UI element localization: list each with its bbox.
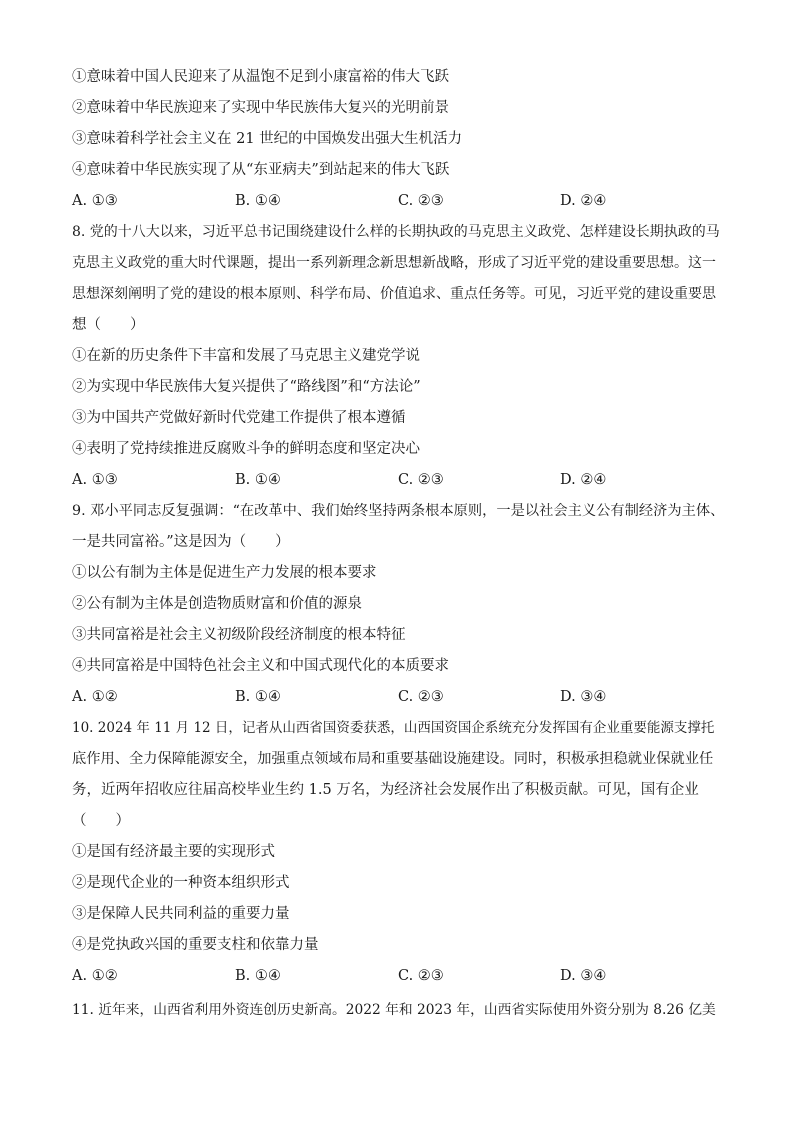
- q7-option-d[interactable]: D. ②④: [560, 193, 607, 209]
- q7-item-3: ③意味着科学社会主义在 21 世纪的中国焕发出强大生机活力: [72, 131, 463, 147]
- q8-item-1: ①在新的历史条件下丰富和发展了马克思主义建党学说: [72, 348, 420, 364]
- q8-option-d[interactable]: D. ②④: [560, 472, 607, 488]
- q8-stem-line-3: 思想深刻阐明了党的建设的根本原则、科学布局、价值追求、重点任务等。可见，习近平党的建设重要思: [72, 286, 716, 302]
- q7-option-a[interactable]: A. ①③: [72, 193, 118, 209]
- q7-item-2: ②意味着中华民族迎来了实现中华民族伟大复兴的光明前景: [72, 100, 449, 116]
- q8-item-4: ④表明了党持续推进反腐败斗争的鲜明态度和坚定决心: [72, 441, 420, 457]
- q9-option-d[interactable]: D. ③④: [560, 689, 607, 705]
- q8-option-a[interactable]: A. ①③: [72, 472, 118, 488]
- q8-stem-line-4: 想（ ）: [72, 317, 145, 333]
- q10-option-a[interactable]: A. ①②: [72, 968, 118, 984]
- q10-item-4: ④是党执政兴国的重要支柱和依靠力量: [72, 937, 319, 953]
- q10-item-3: ③是保障人民共同利益的重要力量: [72, 906, 290, 922]
- q9-stem-line-2: 一是共同富裕。”这是因为（ ）: [72, 534, 290, 550]
- q10-stem-line-1: 10. 2024 年 11 月 12 日，记者从山西省国资委获悉，山西国资国企系统充分发挥国有企业重要能源支撑托: [72, 720, 715, 736]
- q9-item-3: ③共同富裕是社会主义初级阶段经济制度的根本特征: [72, 627, 406, 643]
- q7-option-c[interactable]: C. ②③: [398, 193, 444, 209]
- q9-item-2: ②公有制为主体是创造物质财富和价值的源泉: [72, 596, 362, 612]
- q10-stem-line-3: 务，近两年招收应往届高校毕业生约 1.5 万名，为经济社会发展作出了积极贡献。可见，国有企业: [72, 782, 699, 798]
- q9-item-4: ④共同富裕是中国特色社会主义和中国式现代化的本质要求: [72, 658, 449, 674]
- q10-options: [72, 966, 724, 986]
- q10-item-2: ②是现代企业的一种资本组织形式: [72, 875, 290, 891]
- q7-item-1: ①意味着中国人民迎来了从温饱不足到小康富裕的伟大飞跃: [72, 69, 449, 85]
- q8-options: [72, 470, 724, 490]
- q8-option-b[interactable]: B. ①④: [235, 472, 281, 488]
- q9-stem-line-1: 9. 邓小平同志反复强调：“在改革中、我们始终坚持两条根本原则，一是以社会主义公有制经济为主体、: [72, 503, 725, 519]
- q10-stem-line-2: 底作用、全力保障能源安全，加强重点领域布局和重要基础设施建设。同时，积极承担稳就业保就业任: [72, 751, 714, 767]
- q10-item-1: ①是国有经济最主要的实现形式: [72, 844, 275, 860]
- q8-option-c[interactable]: C. ②③: [398, 472, 444, 488]
- q9-option-a[interactable]: A. ①②: [72, 689, 118, 705]
- q7-option-b[interactable]: B. ①④: [235, 193, 281, 209]
- q7-options: [72, 191, 724, 211]
- q11-stem-line-1: 11. 近年来，山西省利用外资连创历史新高。2022 年和 2023 年，山西省实际使用外资分别为 8.26 亿美: [72, 1002, 716, 1018]
- q8-stem-line-1: 8. 党的十八大以来，习近平总书记围绕建设什么样的长期执政的马克思主义政党、怎样建设长期执政的马: [72, 224, 720, 240]
- q9-option-c[interactable]: C. ②③: [398, 689, 444, 705]
- q8-stem-line-2: 克思主义政党的重大时代课题，提出一系列新理念新思想新战略，形成了习近平党的建设重要思想。这一: [72, 255, 716, 271]
- q9-option-b[interactable]: B. ①④: [235, 689, 281, 705]
- q10-option-b[interactable]: B. ①④: [235, 968, 281, 984]
- q9-item-1: ①以公有制为主体是促进生产力发展的根本要求: [72, 565, 377, 581]
- q9-options: [72, 687, 724, 707]
- q10-option-c[interactable]: C. ②③: [398, 968, 444, 984]
- q8-item-2: ②为实现中华民族伟大复兴提供了“路线图”和“方法论”: [72, 379, 421, 395]
- q10-stem-line-4: （ ）: [72, 813, 130, 829]
- q10-option-d[interactable]: D. ③④: [560, 968, 607, 984]
- q7-item-4: ④意味着中华民族实现了从“东亚病夫”到站起来的伟大飞跃: [72, 162, 450, 178]
- q8-item-3: ③为中国共产党做好新时代党建工作提供了根本遵循: [72, 410, 406, 426]
